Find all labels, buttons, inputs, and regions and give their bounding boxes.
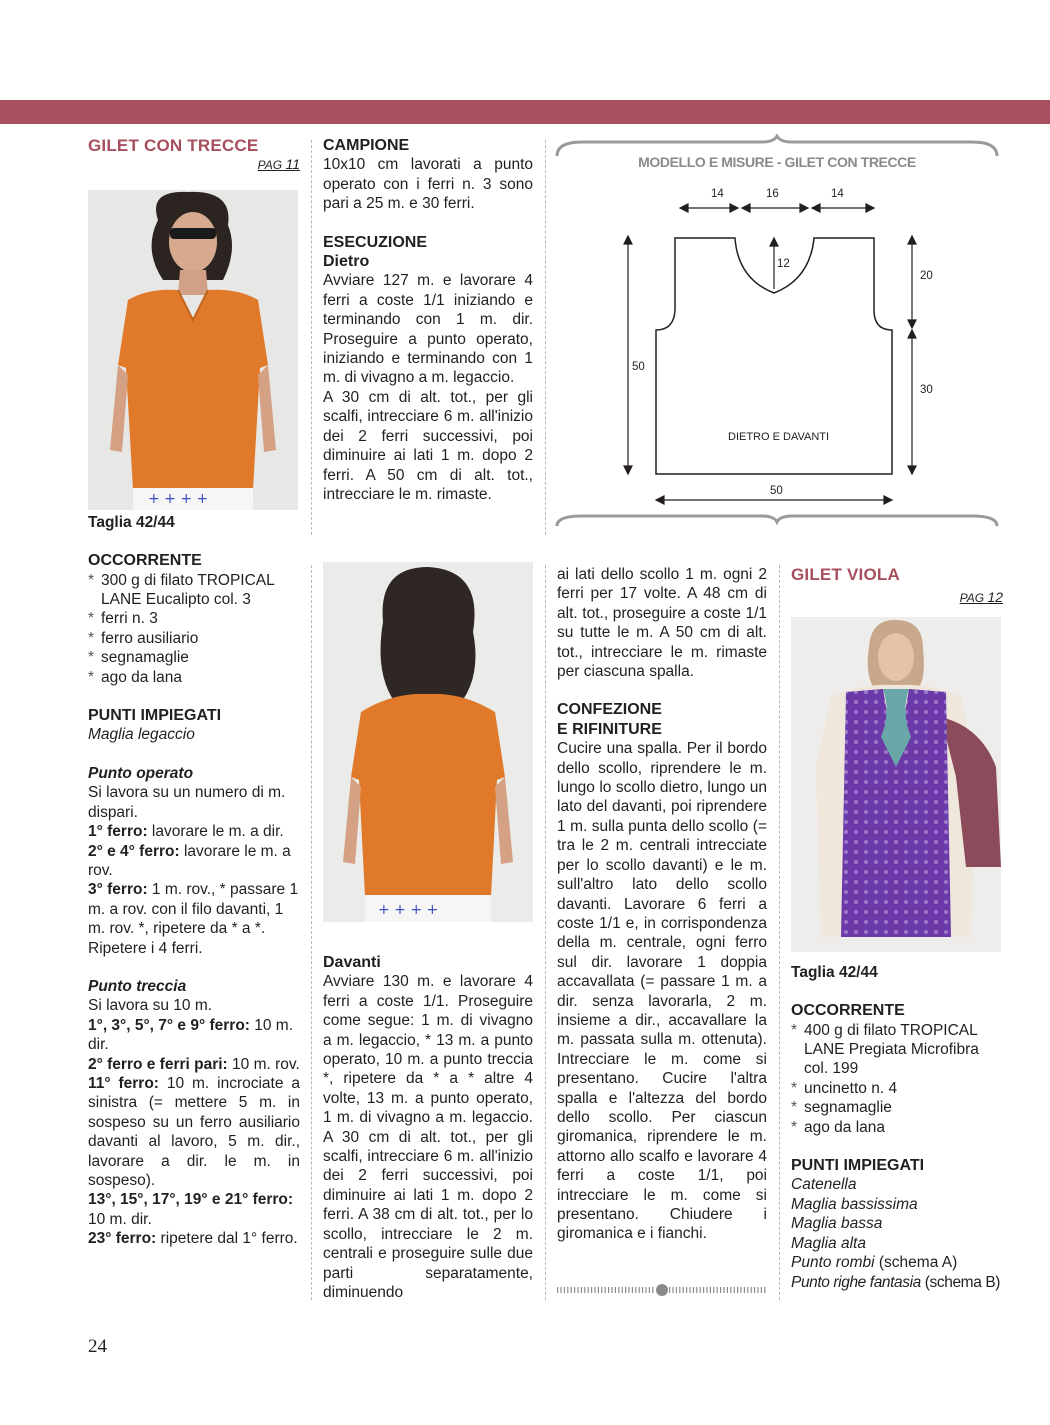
- paragraph: A 30 cm di alt. tot., per gli scalfi, intrecciare 6 m. all'inizio dei 2 ferri successivi, poi diminuire ai lati 1 m. dopo 2 ferri. A 50 cm di alt. tot., intrecciare le m. rimaste.: [323, 388, 533, 503]
- section-title-occorrente: OCCORRENTE: [791, 1002, 905, 1020]
- stitch-row: 3° ferro: 1 m. rov., * passare 1 m. a rov. con il filo davanti, 1 m. rov. *, ripetere da * a *.: [88, 881, 299, 938]
- measure-label: 12: [777, 258, 790, 270]
- subsection-title-dietro: Dietro: [323, 253, 370, 271]
- subsection-title-davanti: Davanti: [323, 954, 381, 971]
- stitch-name: Punto rombi (schema A): [791, 1254, 958, 1272]
- stitch-name: Punto righe fantasia (schema B): [791, 1273, 1001, 1291]
- header-band: [0, 100, 1050, 124]
- page-reference[interactable]: PAG 11: [257, 156, 300, 173]
- section-title-confezione: CONFEZIONE: [557, 701, 662, 719]
- stitch-row: 13°, 15°, 17°, 19° e 21° ferro: 10 m. dir.: [88, 1191, 294, 1228]
- page-reference[interactable]: PAG 12: [959, 589, 1003, 606]
- svg-text:+ + + +: + + + +: [378, 902, 439, 918]
- photo-orange-gilet-back: [323, 562, 533, 922]
- stitch-repeat: Ripetere i 4 ferri.: [88, 939, 203, 957]
- list-item: * segnamaglie: [791, 1098, 1003, 1117]
- section-title-punti: PUNTI IMPIEGATI: [88, 707, 222, 725]
- paragraph: Cucire una spalla. Per il bordo dello scollo, riprendere le m. lungo lo scollo dietro, lungo un lato del davanti, poi riprendere 1 m. sulla punta dello scollo (= tra le 2 m. centrali intrecciate per lo scollo davanti) e le m. sull'altro lato dello scollo davanti. Lavorare 6 ferri a coste 1/1 e, in corrispondenza della m. centrale, ogni ferro sul dir. lavorare 1 doppia accavallata (= passare 1 m. a dir. senza lavorarla, 2 m. insieme a dir., accavallare la m. passata sulla m. ottenuta). Intrecciare le m. come si presentano. Cucire l'altra spalla e l'altezza del bordo dello scollo. Per ciascun giromanica, riprendere le m. attorno allo scalfo e lavorare 4 ferri a coste 1/1, poi intrecciare le m. come si presentano. Chiudere i giromanica e i fianchi.: [557, 740, 767, 1243]
- list-item: * uncinetto n. 4: [791, 1079, 1003, 1098]
- column-instructions: [323, 136, 533, 504]
- stitch-row: 11° ferro: 10 m. incrociate a sinistra (= mettere 5 m. in sospeso su un ferro ausiliario davanti al lavoro, 5 m. dir., lavorare a dir. le m. in sospeso).: [88, 1074, 300, 1189]
- list-item: * 300 g di filato TROPICAL LANE Eucalipto col. 3: [88, 571, 300, 610]
- stitch-row: 2° ferro e ferri pari: 10 m. rov.: [88, 1055, 300, 1073]
- stitch-intro: Si lavora su un numero di m. dispari.: [88, 784, 286, 821]
- photo-purple-gilet: [791, 617, 1001, 952]
- diagram-title: MODELLO E MISURE - GILET CON TRECCE: [638, 154, 916, 170]
- stitch-intro: Si lavora su 10 m.: [88, 997, 213, 1015]
- list-item: * ferro ausiliario: [88, 629, 300, 648]
- materials-list: [88, 571, 300, 687]
- section-title-rifiniture: E RIFINITURE: [557, 720, 662, 738]
- column-divider: [311, 140, 312, 535]
- list-item: * ferri n. 3: [88, 609, 300, 628]
- section-title-esecuzione: ESECUZIONE: [323, 233, 428, 251]
- page-progress-indicator: [557, 1283, 767, 1295]
- measure-label: 16: [766, 188, 779, 200]
- stitch-name: Maglia alta: [791, 1234, 866, 1252]
- size-label: Taglia 42/44: [88, 513, 175, 531]
- measure-label: 14: [711, 188, 724, 200]
- measure-label: 30: [920, 384, 933, 396]
- column-divider: [311, 565, 312, 1300]
- article-title: GILET CON TRECCE: [88, 136, 259, 155]
- section-title-campione: CAMPIONE: [323, 137, 410, 154]
- list-item: * ago da lana: [88, 668, 300, 687]
- stitch-name: Maglia legaccio: [88, 726, 195, 744]
- column-davanti: [323, 953, 533, 1302]
- section-title-punti: PUNTI IMPIEGATI: [791, 1157, 925, 1175]
- column-divider: [545, 565, 546, 1300]
- stitch-name: Maglia bassissima: [791, 1195, 918, 1213]
- measure-label: 14: [831, 188, 844, 200]
- materials-list: [791, 1021, 1003, 1137]
- gauge-text: 10x10 cm lavorati a punto operato con i ferri n. 3 sono pari a 25 m. e 30 ferri.: [323, 156, 533, 213]
- stitch-name: Catenella: [791, 1176, 857, 1194]
- section-title-occorrente: OCCORRENTE: [88, 552, 202, 570]
- column-confezione: [557, 565, 767, 1244]
- stitch-name: Maglia bassa: [791, 1215, 883, 1233]
- schematic-diagram: [552, 134, 1002, 534]
- measure-label: 50: [770, 485, 783, 497]
- list-item: * 400 g di filato TROPICAL LANE Pregiata Microfibra col. 199: [791, 1021, 1003, 1079]
- piece-label: DIETRO E DAVANTI: [728, 431, 830, 443]
- stitch-title-punto-operato: Punto operato: [88, 764, 194, 782]
- list-item: * segnamaglie: [88, 648, 300, 667]
- size-label: Taglia 42/44: [791, 963, 878, 981]
- measure-label: 20: [920, 270, 933, 282]
- stitch-row: 2° e 4° ferro: lavorare le m. a rov.: [88, 842, 291, 879]
- stitch-row: 23° ferro: ripetere dal 1° ferro.: [88, 1230, 298, 1248]
- paragraph: ai lati dello scollo 1 m. ogni 2 ferri per 17 volte. A 48 cm di alt. tot., proseguire a coste 1/1 su tutte le m. A 50 cm di alt. tot., intrecciare le m. rimaste per ciascuna spalla.: [557, 566, 767, 681]
- paragraph: Avviare 130 m. e lavorare 4 ferri a coste 1/1. Proseguire come segue: 1 m. di vivagno a m. legaccio, * 13 m. a punto operato, 10 m. a punto treccia *, ripetere da * a * altre 4 volte, 13 m. a punto operato, 1 m. di vivagno a m. legaccio. A 30 cm di alt. tot., per gli scalfi, intrecciare 6 m. all'inizio dei 2 ferri successivi, poi diminuire ai lati 1 m. dopo 2 ferri. A 38 cm di alt. tot., per lo scollo, intrecciare le 2 m. centrali e proseguire sulle due parti separatamente, diminuendo: [323, 973, 533, 1301]
- stitch-row: 1° ferro: lavorare le m. a dir.: [88, 823, 284, 841]
- stitch-row: 1°, 3°, 5°, 7° e 9° ferro: 10 m. dir.: [88, 1016, 294, 1054]
- svg-text:+ + + +: + + + +: [148, 491, 209, 507]
- stitch-title-punto-treccia: Punto treccia: [88, 977, 187, 995]
- paragraph: Avviare 127 m. e lavorare 4 ferri a coste 1/1 iniziando e terminando con 1 m. dir. Proseguire a punto operato, iniziando e terminando con 1 m. di vivagno a m. legaccio.: [323, 272, 533, 387]
- article-title: GILET VIOLA: [791, 565, 900, 584]
- column-divider: [779, 565, 780, 1300]
- list-item: * ago da lana: [791, 1118, 1003, 1137]
- measure-label: 50: [632, 361, 645, 373]
- column-divider: [545, 140, 546, 535]
- photo-orange-gilet-front: [88, 190, 298, 510]
- page-number: 24: [88, 1336, 107, 1357]
